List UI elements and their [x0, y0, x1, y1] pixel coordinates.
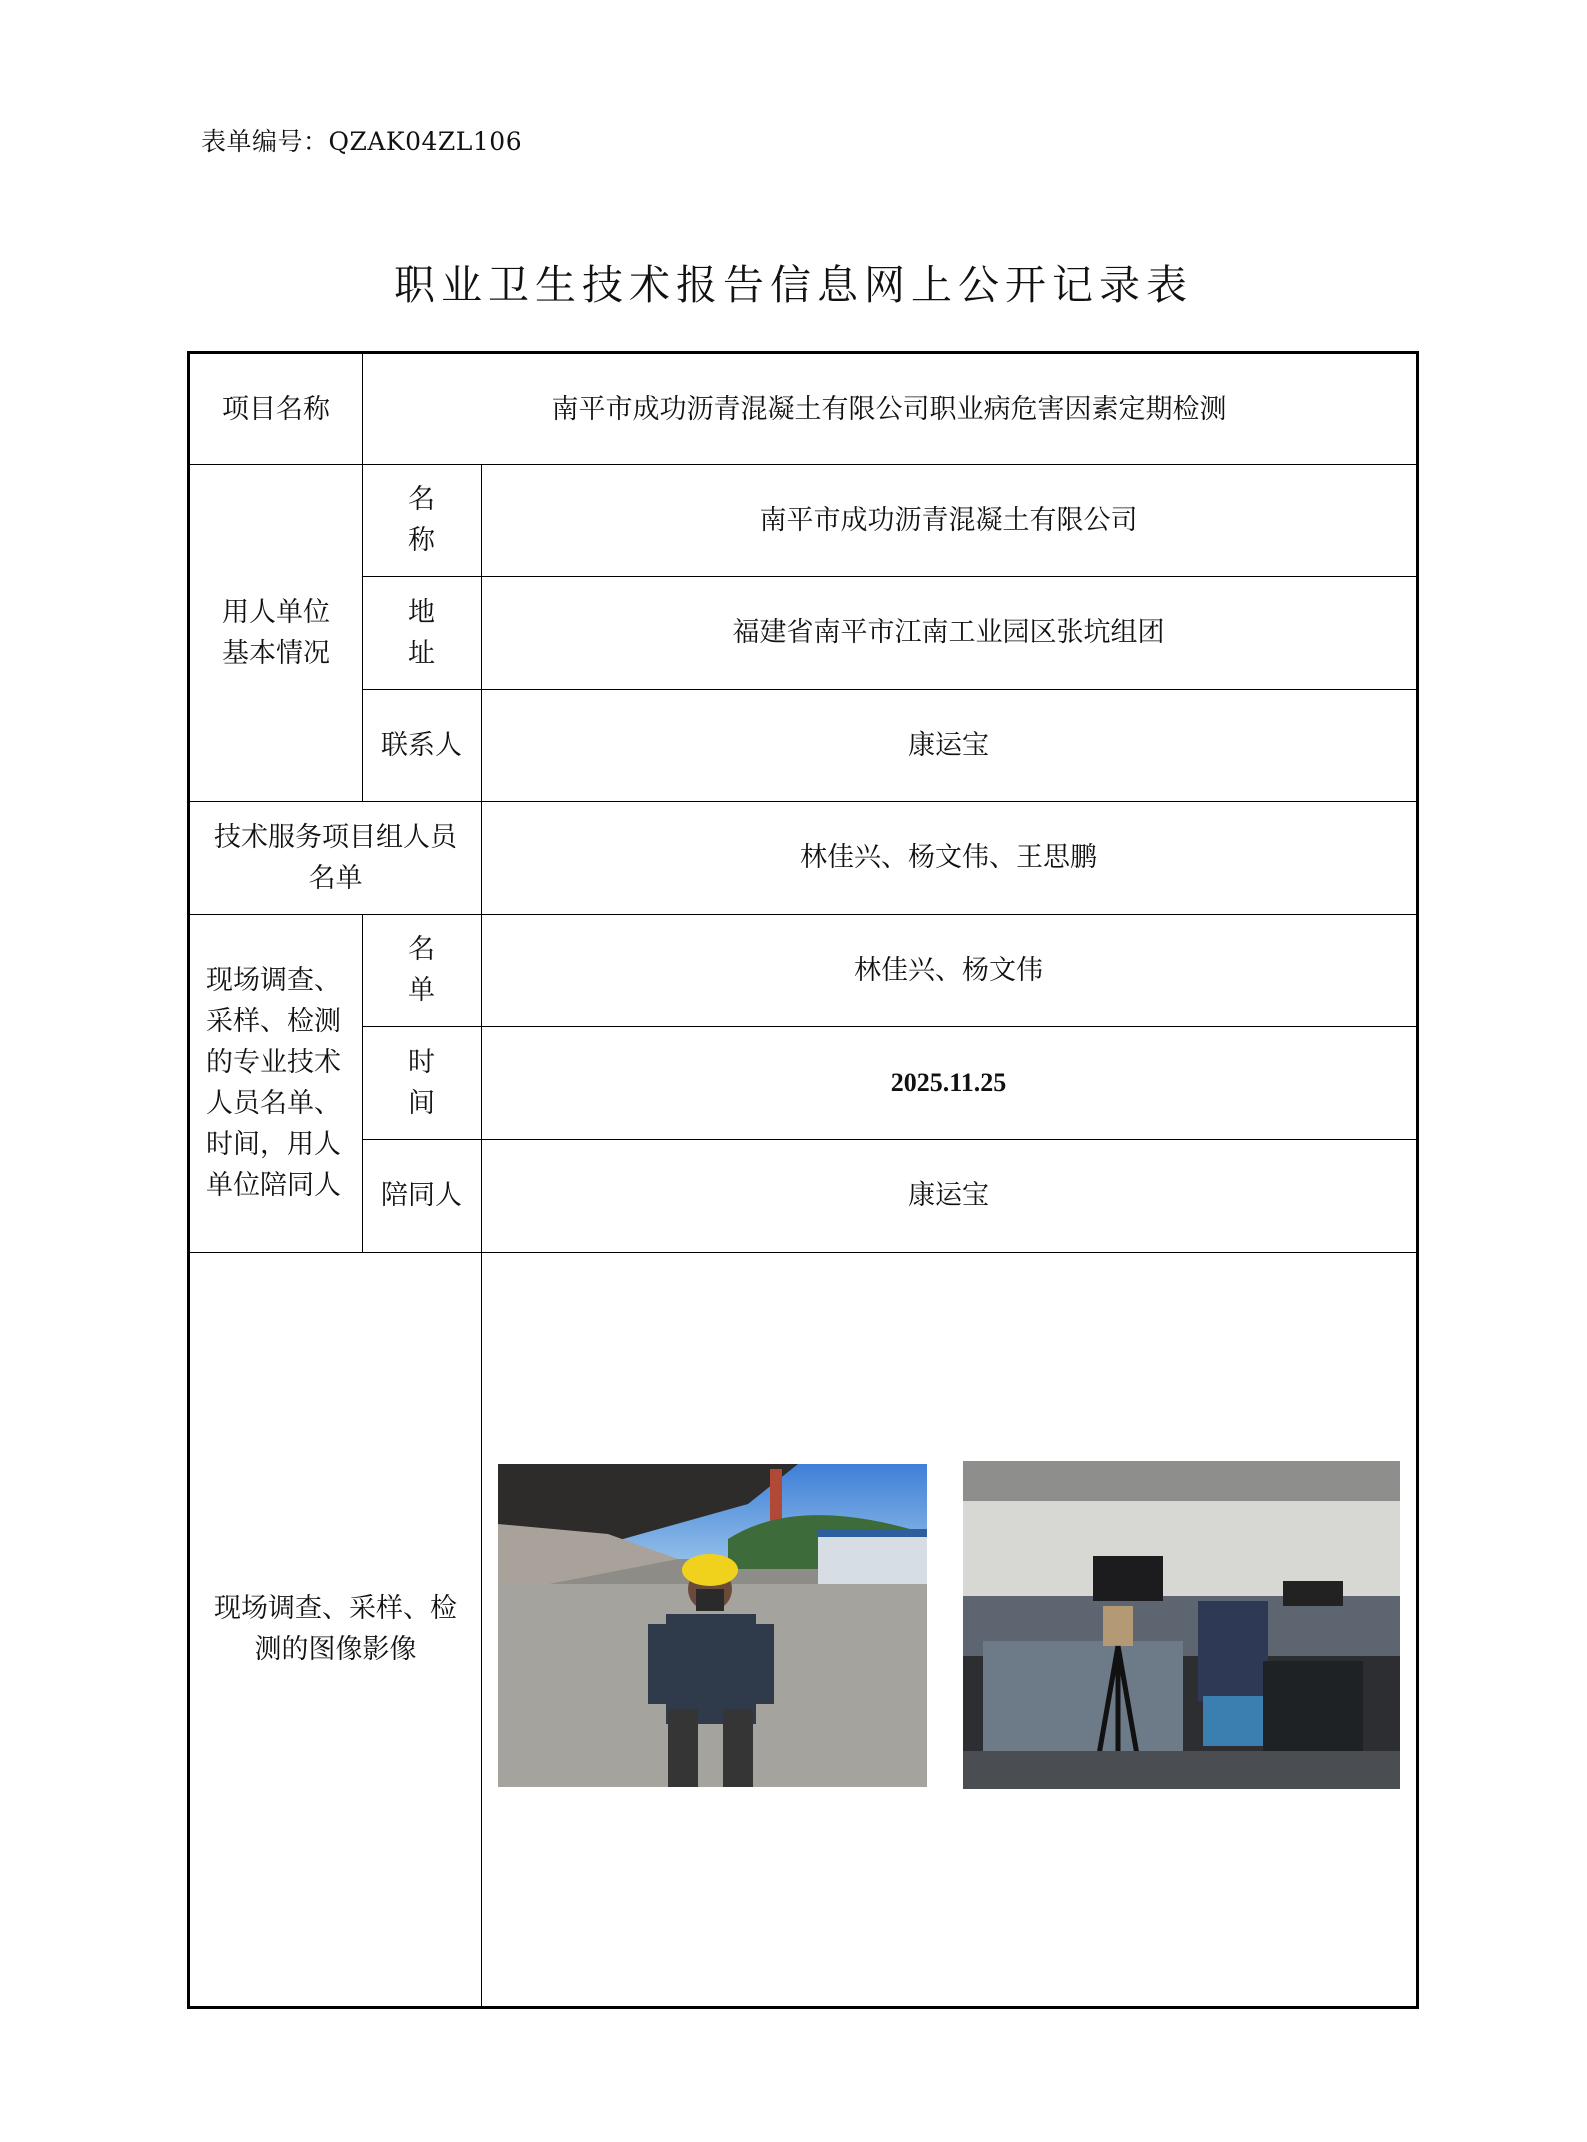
contact-value: 康运宝	[908, 729, 989, 761]
images-label	[190, 1252, 481, 2006]
team-value: 林佳兴、杨文伟、王思鹏	[800, 842, 1097, 873]
survey-names-value: 林佳兴、杨文伟	[854, 954, 1043, 986]
images-label-line1: 现场调查、采样、检	[214, 1593, 457, 1624]
employer-label-line2: 基本情况	[222, 637, 330, 669]
team-label-line2: 名单	[308, 862, 363, 894]
survey-names-label: 名单	[408, 934, 463, 1006]
survey-label-line: 单位陪同人	[206, 1170, 341, 1201]
address-value: 福建省南平市江南工业园区张坑组团	[732, 617, 1165, 648]
survey-label-line: 时间，用人	[206, 1129, 341, 1160]
images-label-line2: 测的图像影像	[254, 1634, 417, 1665]
record-table	[187, 351, 1419, 2009]
survey-label-line: 采样、检测	[206, 1006, 341, 1037]
survey-time-label: 时间	[408, 1046, 463, 1119]
survey-label-line: 的专业技术	[206, 1047, 341, 1078]
survey-label-line: 现场调查、	[206, 965, 341, 996]
project-name-value: 南平市成功沥青混凝土有限公司职业病危害因素定期检测	[551, 393, 1227, 425]
form-number: 表单编号：QZAK04ZL106	[201, 127, 523, 156]
team-label	[190, 801, 481, 914]
team-label-line1: 技术服务项目组人员	[214, 821, 457, 853]
employer-label	[190, 464, 362, 801]
project-name-label: 项目名称	[222, 393, 330, 425]
site-photo-indoor	[963, 1461, 1400, 1789]
escort-value: 康运宝	[908, 1180, 989, 1211]
name-label: 名称	[408, 484, 463, 556]
address-label: 地址	[408, 596, 463, 669]
employer-name-value: 南平市成功沥青混凝土有限公司	[759, 504, 1138, 536]
survey-label	[190, 914, 362, 1252]
site-photo-worker	[498, 1464, 927, 1787]
photo-indoor-control-room-sampling-icon	[963, 1461, 1400, 1789]
photo-worker-outdoor-yard-icon	[498, 1464, 927, 1787]
escort-label: 陪同人	[381, 1180, 462, 1211]
document-title: 职业卫生技术报告信息网上公开记录表	[394, 261, 1193, 309]
contact-label: 联系人	[381, 729, 462, 761]
survey-label-line: 人员名单、	[206, 1088, 341, 1119]
survey-time-value: 2025.11.25	[890, 1068, 1007, 1097]
employer-label-line1: 用人单位	[222, 596, 330, 628]
